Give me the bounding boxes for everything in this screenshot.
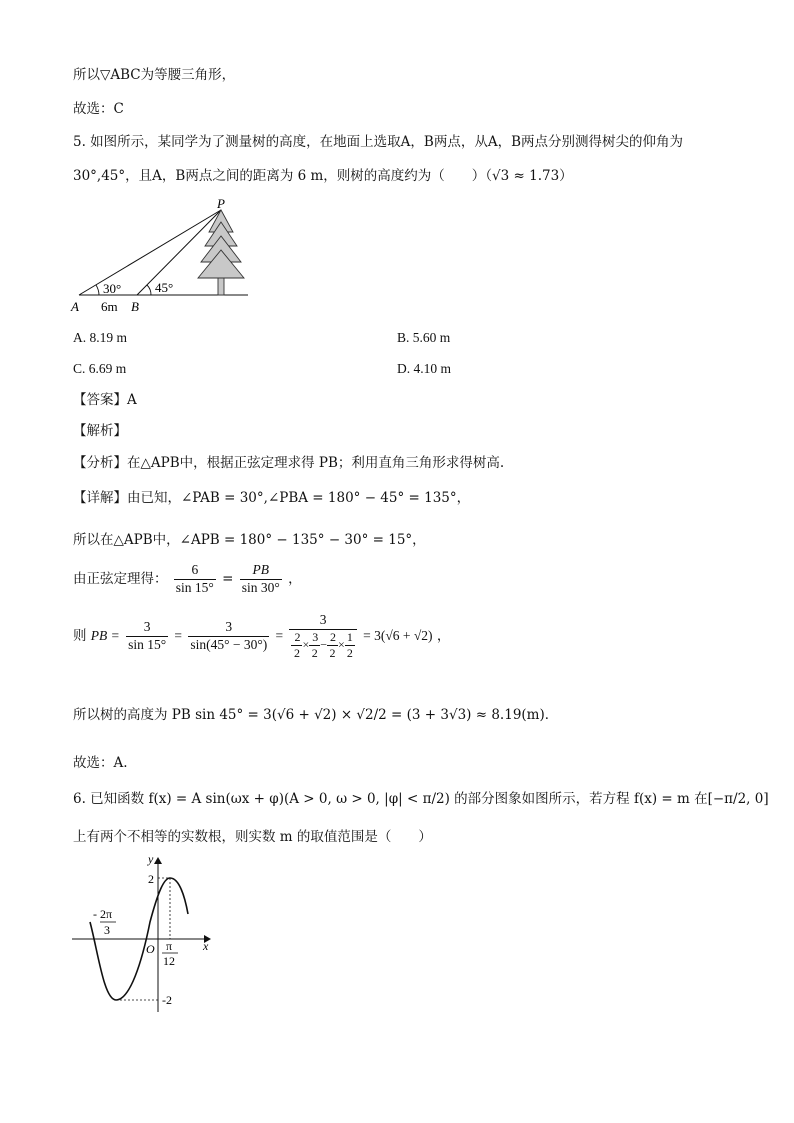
fenxi-tag: 【分析】	[73, 455, 127, 471]
answer-line	[73, 392, 137, 408]
detail-line1	[73, 490, 470, 506]
frac-num: PB	[240, 562, 282, 580]
label-P: P	[217, 198, 225, 211]
equals-sign: =	[174, 627, 183, 643]
tree-icon	[198, 210, 244, 295]
frac-den: sin(45° − 30°)	[190, 636, 268, 652]
pb-frac1	[126, 619, 168, 654]
label-A: A	[71, 299, 79, 314]
frac-num: 3	[126, 619, 168, 637]
sine-law-line	[73, 562, 302, 597]
angle-A-label: 30°	[103, 281, 122, 296]
pb-prefix: 则	[73, 627, 87, 644]
equals-sign: =	[222, 570, 234, 587]
frac-den: sin 30°	[241, 579, 280, 595]
pos-tick-den: 12	[163, 954, 175, 968]
neg-tick-den: 3	[104, 923, 110, 937]
fenxi-text: 在△APB中，根据正弦定理求得 PB；利用直角三角形求得树高.	[127, 455, 505, 471]
option-A[interactable]: A. 8.19 m	[73, 330, 127, 345]
frac-num: 6	[174, 562, 216, 580]
angle-arc-A	[96, 285, 99, 295]
x-axis-label: x	[203, 939, 209, 953]
label-B: B	[131, 299, 139, 314]
analysis-tag: 【解析】	[73, 423, 127, 439]
frac-den: sin 15°	[128, 636, 167, 652]
y-axis-label: y	[148, 852, 154, 866]
origin-label: O	[146, 942, 155, 956]
pb-lhs: PB =	[90, 627, 120, 643]
frac-num: 3	[188, 619, 269, 637]
frac-den-compound: $\frac{2}{2}$ × $\frac{3}{2}$ − $\frac{2}{2}$ × $\frac{1}{2}$	[289, 630, 356, 661]
previous-choice: 故选：C	[73, 101, 124, 117]
detail-tag: 【详解】	[73, 490, 127, 506]
q6-stem-line2: 上有两个不相等的实数根，则实数 m 的取值范围是（ ）	[73, 829, 432, 845]
previous-conclusion: 所以▽ABC为等腰三角形，	[73, 67, 236, 83]
equals-sign: =	[275, 627, 284, 643]
fenxi-line	[73, 455, 504, 471]
sine-law-frac1	[174, 562, 216, 597]
height-line: 所以树的高度为 PB sin 45° = 3(√6 + √2) × √2/2 = (3 + 3√3) ≈ 8.19(m)．	[73, 707, 559, 723]
detail-line2: 所以在△APB中，∠APB = 180° − 135° − 30° = 15°，	[73, 532, 426, 548]
distance-label: 6m	[101, 299, 118, 314]
answer-value: A	[127, 392, 137, 408]
q5-stem-line1: 5. 如图所示，某同学为了测量树的高度，在地面上选取A，B两点，从A，B两点分别测得树尖的仰角为	[73, 134, 684, 150]
pb-suffix: ，	[436, 627, 451, 644]
neg-tick-sign: -	[93, 907, 97, 921]
sine-law-suffix: ，	[288, 570, 302, 587]
pb-result: = 3(√6 + √2)	[363, 627, 433, 643]
y-min-label: -2	[162, 993, 172, 1007]
pb-frac2	[188, 619, 269, 654]
y-max-label: 2	[148, 872, 154, 886]
sine-law-prefix: 由正弦定理得：	[73, 570, 168, 587]
q6-sine-graph	[70, 852, 220, 1014]
option-D[interactable]: D. 4.10 m	[397, 361, 451, 376]
frac-den: sin 15°	[175, 579, 214, 595]
neg-tick-num: 2π	[100, 907, 113, 921]
q5-choice: 故选：A.	[73, 755, 128, 771]
answer-tag: 【答案】	[73, 392, 127, 408]
q5-tree-figure	[65, 198, 255, 316]
pb-line	[73, 612, 450, 661]
option-B[interactable]: B. 5.60 m	[397, 330, 451, 345]
sine-law-frac2	[240, 562, 282, 597]
q6-stem-line1: 6. 已知函数 f(x) = A sin(ωx + φ)(A > 0, ω > 0, |φ| < π/2) 的部分图象如图所示，若方程 f(x) = m 在[−π/2, 0]	[73, 791, 769, 807]
detail-text1: 由已知，∠PAB = 30°,∠PBA = 180° − 45° = 135°，	[127, 490, 471, 506]
angle-B-label: 45°	[155, 280, 174, 295]
option-C[interactable]: C. 6.69 m	[73, 361, 127, 376]
angle-arc-B	[147, 285, 151, 295]
q5-stem-line2: 30°,45°，且A，B两点之间的距离为 6 m，则树的高度约为（ ）（√3 ≈ 1.73）	[73, 168, 573, 184]
pos-tick-num: π	[166, 939, 173, 953]
frac-num: 3	[289, 612, 356, 630]
pb-frac3	[289, 612, 356, 661]
